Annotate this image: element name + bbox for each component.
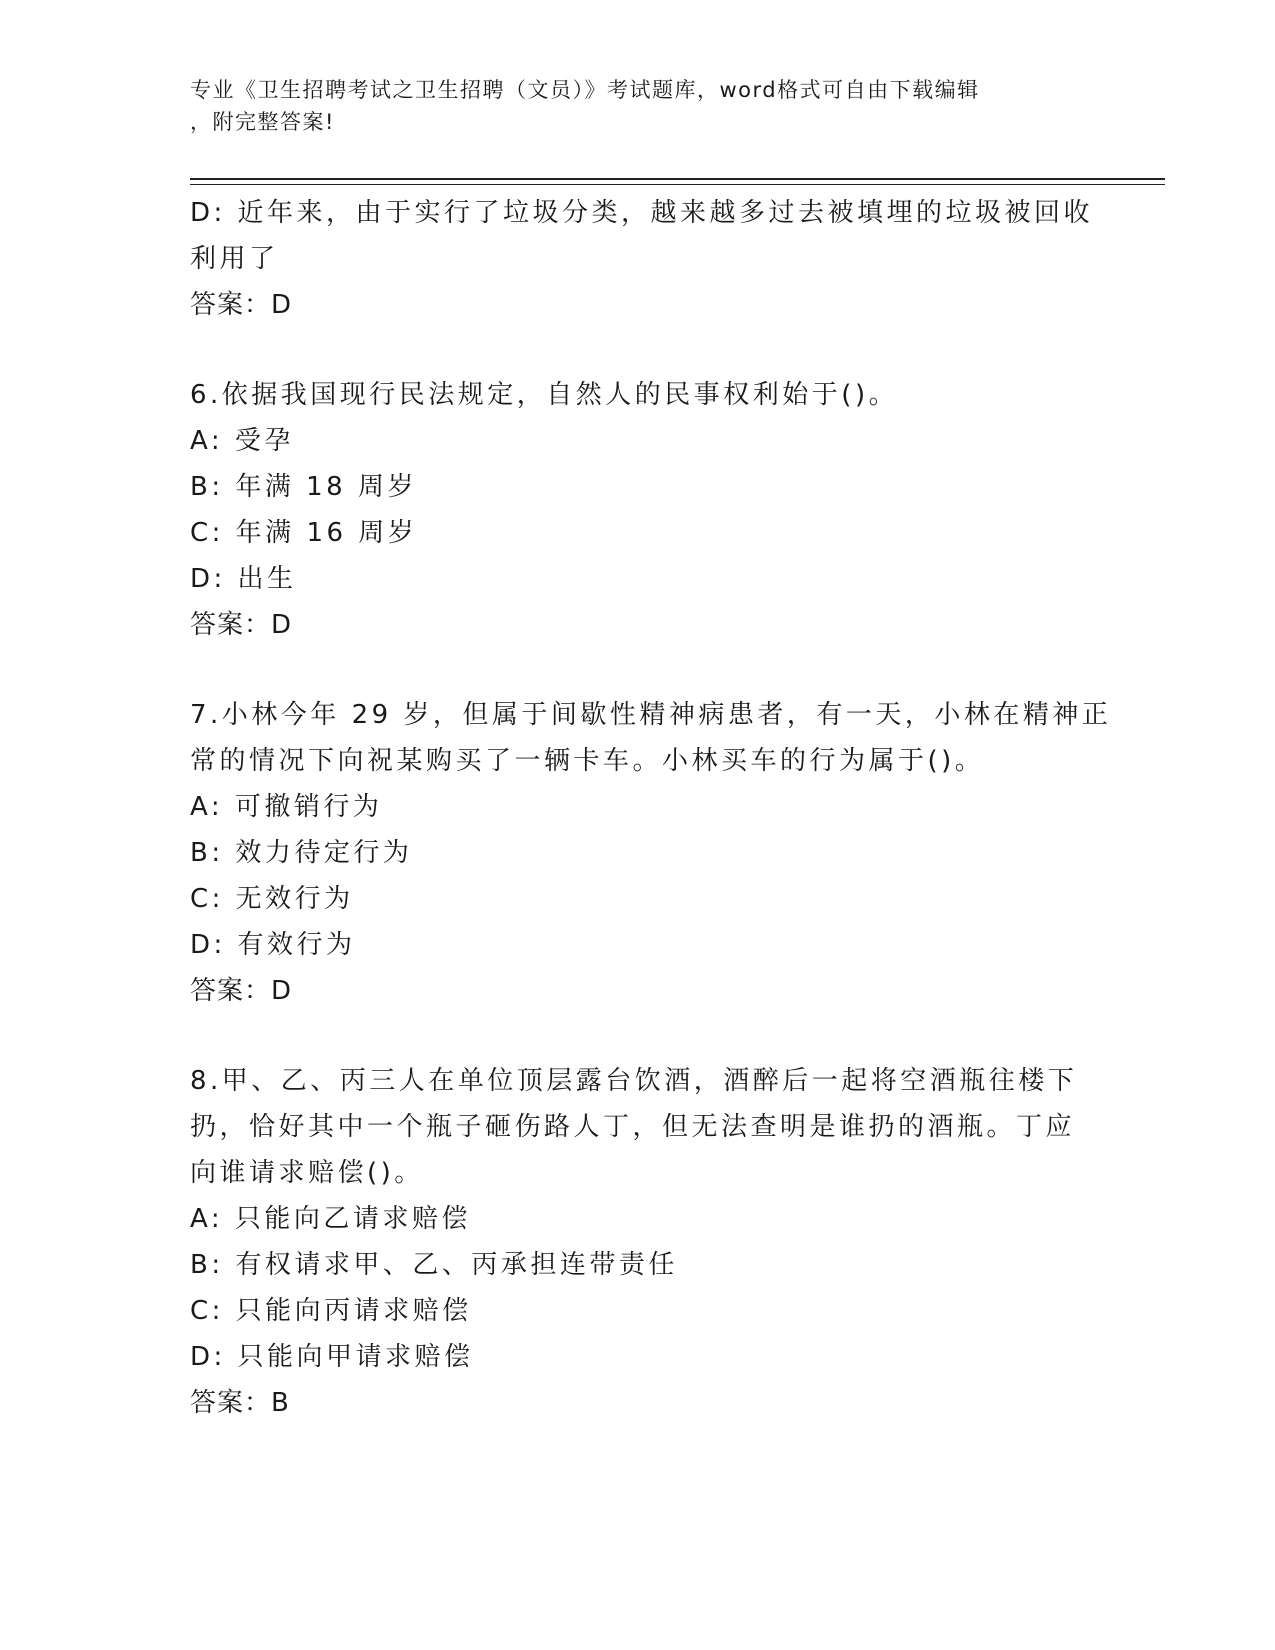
option-c: C: 只能向丙请求赔偿 bbox=[190, 1296, 472, 1326]
question-6 bbox=[190, 372, 1090, 648]
question-5-continuation bbox=[190, 190, 1094, 328]
answer-label: 答案：B bbox=[190, 1388, 290, 1418]
question-8 bbox=[190, 1058, 1090, 1426]
option-a: A: 受孕 bbox=[190, 426, 294, 456]
option-d: D: 近年来，由于实行了垃圾分类，越来越多过去被填埋的垃圾被回收 bbox=[190, 198, 1094, 228]
option-c: C: 年满 16 周岁 bbox=[190, 518, 418, 548]
header-line-2: ，附完整答案! bbox=[190, 110, 335, 134]
header-line-1: 专业《卫生招聘考试之卫生招聘（文员）》考试题库，word格式可自由下载编辑 bbox=[190, 78, 980, 102]
answer-label: 答案：D bbox=[190, 290, 293, 320]
option-b: B: 效力待定行为 bbox=[190, 838, 413, 868]
option-c: C: 无效行为 bbox=[190, 884, 354, 914]
option-b: B: 有权请求甲、乙、丙承担连带责任 bbox=[190, 1250, 678, 1280]
option-a: A: 只能向乙请求赔偿 bbox=[190, 1204, 471, 1234]
option-d: D: 出生 bbox=[190, 564, 297, 594]
question-stem: 6.依据我国现行民法规定，自然人的民事权利始于()。 bbox=[190, 380, 899, 410]
question-stem: 7.小林今年 29 岁，但属于间歇性精神病患者，有一天，小林在精神正 bbox=[190, 700, 1112, 730]
option-b: B: 年满 18 周岁 bbox=[190, 472, 417, 502]
document-header bbox=[190, 74, 1090, 138]
option-a: A: 可撤销行为 bbox=[190, 792, 383, 822]
question-stem-continued: 扔，恰好其中一个瓶子砸伤路人丁，但无法查明是谁扔的酒瓶。丁应 bbox=[190, 1112, 1076, 1142]
header-divider-thick bbox=[190, 178, 1165, 180]
answer-label: 答案：D bbox=[190, 610, 293, 640]
question-list bbox=[190, 190, 1112, 1426]
question-stem-continued: 向谁请求赔偿()。 bbox=[190, 1158, 424, 1188]
option-d: D: 只能向甲请求赔偿 bbox=[190, 1342, 474, 1372]
option-d: D: 有效行为 bbox=[190, 930, 356, 960]
answer-label: 答案：D bbox=[190, 976, 293, 1006]
question-7 bbox=[190, 692, 1112, 1014]
option-d-continued: 利用了 bbox=[190, 244, 279, 274]
question-stem-continued: 常的情况下向祝某购买了一辆卡车。小林买车的行为属于()。 bbox=[190, 746, 985, 776]
question-stem: 8.甲、乙、丙三人在单位顶层露台饮酒，酒醉后一起将空酒瓶往楼下 bbox=[190, 1066, 1078, 1096]
header-divider-thin bbox=[190, 184, 1165, 185]
